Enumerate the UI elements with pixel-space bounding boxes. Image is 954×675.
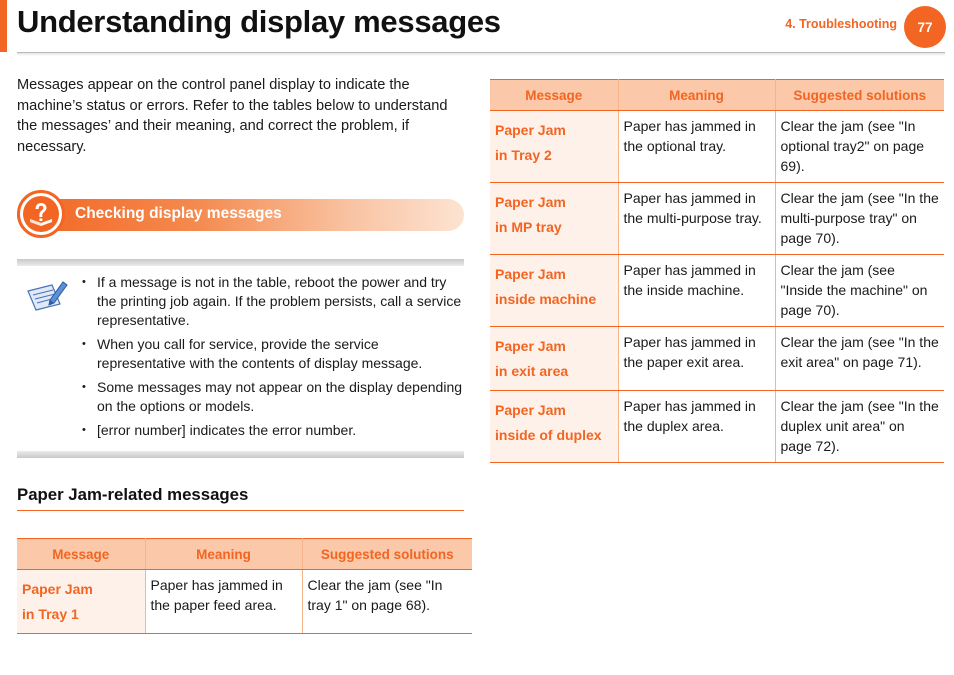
header-message: Message	[490, 80, 618, 111]
paper-jam-table-right	[490, 79, 944, 463]
header-meaning: Meaning	[145, 539, 302, 570]
header-message: Message	[17, 539, 145, 570]
subheading-rule	[17, 510, 464, 511]
meaning-cell: Paper has jammed in the optional tray.	[618, 111, 775, 183]
note-item: • If a message is not in the table, reboot the power and try the printing job again. If the problem persists, call a service representative.	[82, 273, 464, 331]
meaning-cell: Paper has jammed in the paper exit area.	[618, 327, 775, 391]
message-cell: Paper Jam in MP tray	[490, 183, 618, 255]
table-row	[490, 255, 944, 327]
message-cell: Paper Jam inside of duplex	[490, 391, 618, 463]
section-title: Checking display messages	[75, 205, 282, 222]
meaning-cell: Paper has jammed in the paper feed area.	[145, 570, 302, 634]
header-meaning: Meaning	[618, 80, 775, 111]
table-row	[17, 570, 472, 634]
meaning-cell: Paper has jammed in the multi-purpose tray.	[618, 183, 775, 255]
solution-cell: Clear the jam (see "Inside the machine" on page 70).	[775, 255, 944, 327]
header-solutions: Suggested solutions	[775, 80, 944, 111]
chapter-label[interactable]: 4. Troubleshooting	[785, 17, 897, 31]
meaning-cell: Paper has jammed in the inside machine.	[618, 255, 775, 327]
note-list	[82, 273, 464, 445]
note-item: • [error number] indicates the error number.	[82, 421, 464, 440]
header-divider	[17, 52, 945, 56]
page-title: Understanding display messages	[17, 4, 501, 39]
message-cell: Paper Jam inside machine	[490, 255, 618, 327]
solution-cell: Clear the jam (see "In the duplex unit area" on page 72).	[775, 391, 944, 463]
question-book-icon	[17, 190, 65, 238]
table-row	[490, 391, 944, 463]
meaning-cell: Paper has jammed in the duplex area.	[618, 391, 775, 463]
message-cell: Paper Jam in exit area	[490, 327, 618, 391]
solution-cell: Clear the jam (see "In the multi-purpose tray" on page 70).	[775, 183, 944, 255]
note-bottom-rule	[17, 451, 464, 458]
page-number-badge: 77	[904, 6, 946, 48]
paper-jam-subheading: Paper Jam-related messages	[17, 485, 249, 504]
solution-cell: Clear the jam (see "In tray 1" on page 68).	[302, 570, 472, 634]
solution-cell: Clear the jam (see "In optional tray2" on page 69).	[775, 111, 944, 183]
message-cell: Paper Jam in Tray 1	[17, 570, 145, 634]
note-item: • When you call for service, provide the service representative with the contents of display message.	[82, 335, 464, 373]
solution-cell: Clear the jam (see "In the exit area" on page 71).	[775, 327, 944, 391]
title-accent-bar	[0, 0, 7, 52]
table-row	[490, 111, 944, 183]
paper-jam-table-left	[17, 538, 472, 634]
table-row	[490, 327, 944, 391]
message-cell: Paper Jam in Tray 2	[490, 111, 618, 183]
intro-paragraph: Messages appear on the control panel display to indicate the machine’s status or errors. Refer to the tables below to understand the messages’ and their meaning, and correct the problem, if necessary.	[17, 77, 448, 155]
note-top-rule	[17, 259, 464, 266]
note-pencil-icon	[26, 278, 68, 312]
header-solutions: Suggested solutions	[302, 539, 472, 570]
note-item: • Some messages may not appear on the display depending on the options or models.	[82, 378, 464, 416]
table-row	[490, 183, 944, 255]
